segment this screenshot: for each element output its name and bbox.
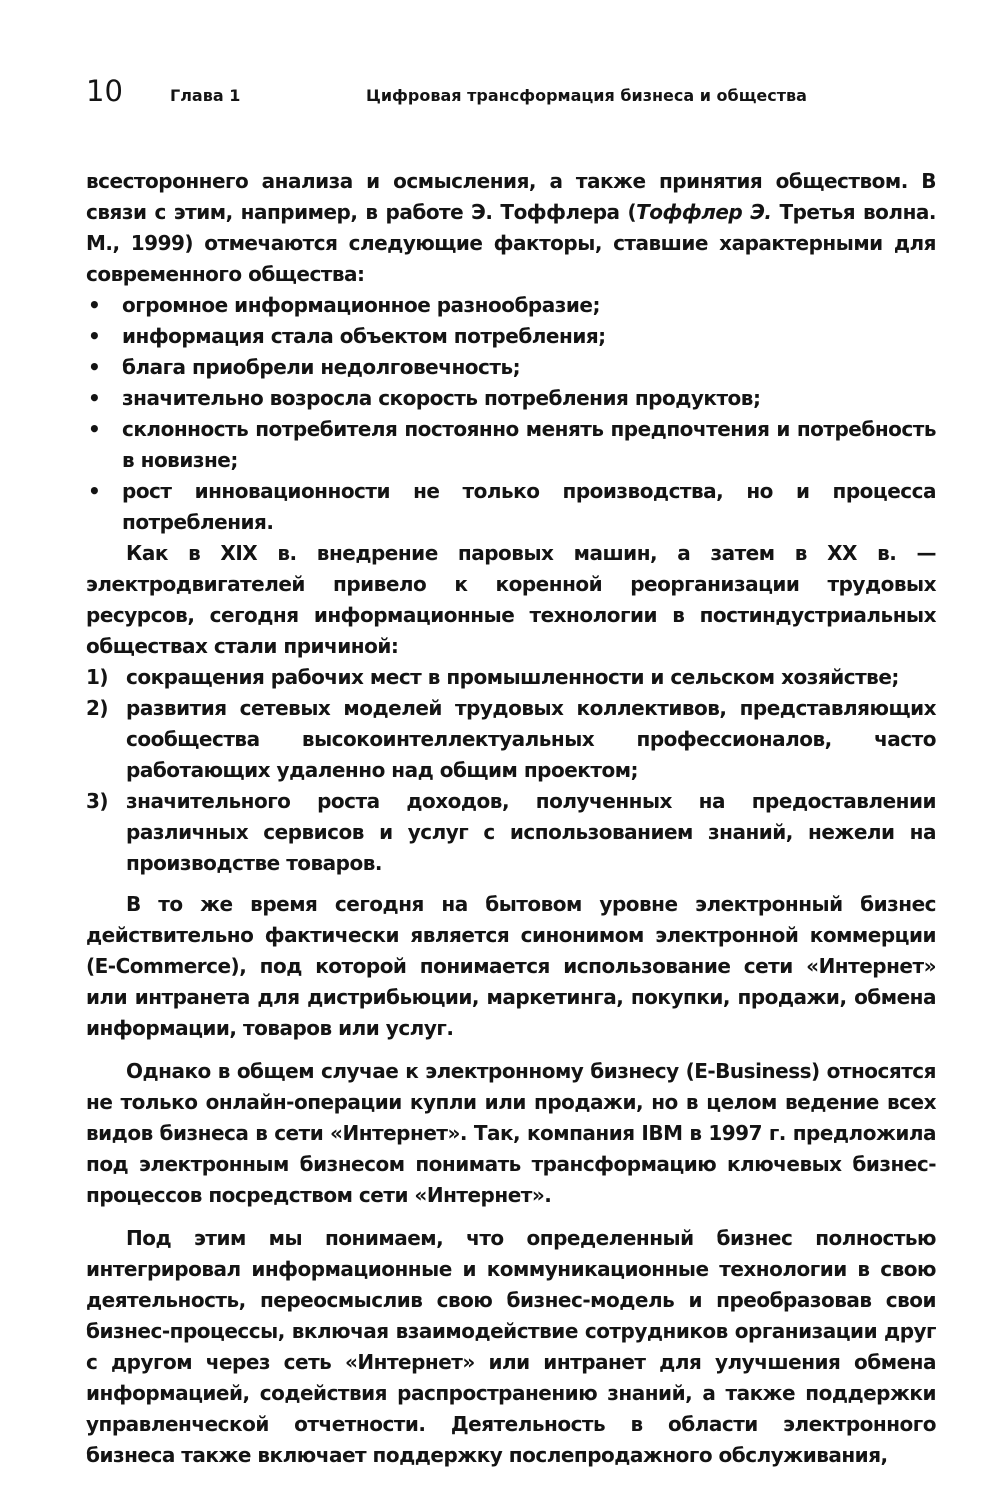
list-item: [86, 321, 936, 352]
list-item-text: сокращения рабочих мест в промышленности и сельском хозяйстве;: [126, 665, 899, 689]
factors-list: [86, 290, 936, 538]
causes-list: [86, 662, 936, 879]
list-item: [86, 414, 936, 476]
intro-paragraph: [86, 166, 936, 290]
list-item: [86, 786, 936, 879]
list-item: [86, 290, 936, 321]
list-item-text: значительно возросла скорость потребления продуктов;: [122, 386, 761, 410]
industrial-paragraph: Как в XIX в. внедрение паровых машин, а затем в XX в. — электродвигателей привело к коренной реорганизации трудовых ресурсов, сегодня информационные технологии в постиндустриальных обществах стали причиной:: [86, 541, 936, 658]
meaning-paragraph: Под этим мы понимаем, что определенный бизнес полностью интегрировал информационные и коммуникационные технологии в свою деятельность, переосмыслив свою бизнес-модель и преобразовав свои бизнес-процессы, включая взаимодействие сотрудников организации друг с другом через сеть «Интернет» или интранет для улучшения обмена информацией, содействия распространению знаний, а также поддержки управленческой отчетности. Деятельность в области электронного бизнеса также включает поддержку послепродажного обслуживания,: [86, 1226, 936, 1467]
bullet-marker: •: [88, 386, 101, 410]
ecommerce-paragraph: В то же время сегодня на бытовом уровне электронный бизнес действительно фактически является синонимом электронной коммерции (E-Commerce), под которой понимается использование сети «Интернет» или интранета для дистрибьюции, маркетинга, покупки, продажи, обмена информации, товаров или услуг.: [86, 892, 936, 1040]
bullet-marker: •: [88, 355, 101, 379]
running-header: [86, 74, 936, 114]
bullet-marker: •: [88, 324, 101, 348]
list-item: [86, 383, 936, 414]
page-number: 10: [86, 74, 123, 108]
list-item: [86, 476, 936, 538]
list-item-text: значительного роста доходов, полученных на предоставлении различных сервисов и услуг с использованием знаний, нежели на производстве товаров.: [126, 789, 936, 875]
intro-text-start: всестороннего анализа и осмысления, а также принятия обществом. В связи с этим, например, в работе Э. Тоффлера (: [86, 169, 936, 224]
chapter-title: Цифровая трансформация бизнеса и общества: [366, 86, 807, 105]
ebusiness-paragraph: Однако в общем случае к электронному бизнесу (E-Business) относятся не только онлайн-операции купли или продажи, но в целом ведение всех видов бизнеса в сети «Интернет». Так, компания IBM в 1997 г. предложила под электронным бизнесом понимать трансформацию ключевых бизнес-процессов посредством сети «Интернет».: [86, 1059, 936, 1207]
number-marker: 3): [86, 789, 109, 813]
list-item: [86, 693, 936, 786]
bullet-marker: •: [88, 417, 101, 441]
bullet-marker: •: [88, 293, 101, 317]
list-item-text: рост инновационности не только производства, но и процесса потребления.: [122, 479, 936, 534]
chapter-label: Глава 1: [170, 86, 241, 105]
list-item-text: информация стала объектом потребления;: [122, 324, 606, 348]
list-item-text: блага приобрели недолговечность;: [122, 355, 521, 379]
number-marker: 1): [86, 665, 109, 689]
bullet-marker: •: [88, 479, 101, 503]
intro-text-end: Третья волна. М., 1999) отмечаются следующие факторы, ставшие характерными для современного общества:: [86, 200, 936, 286]
citation-author: Тоффлер Э.: [636, 200, 772, 224]
list-item-text: склонность потребителя постоянно менять предпочтения и потребность в новизне;: [122, 417, 936, 472]
list-item-text: огромное информационное разнообразие;: [122, 293, 600, 317]
list-item-text: развития сетевых моделей трудовых коллективов, представляющих сообщества высокоинтеллектуальных профессионалов, часто работающих удаленно над общим проектом;: [126, 696, 936, 782]
list-item: [86, 662, 936, 693]
number-marker: 2): [86, 696, 109, 720]
page-body: [86, 166, 936, 1471]
list-item: [86, 352, 936, 383]
